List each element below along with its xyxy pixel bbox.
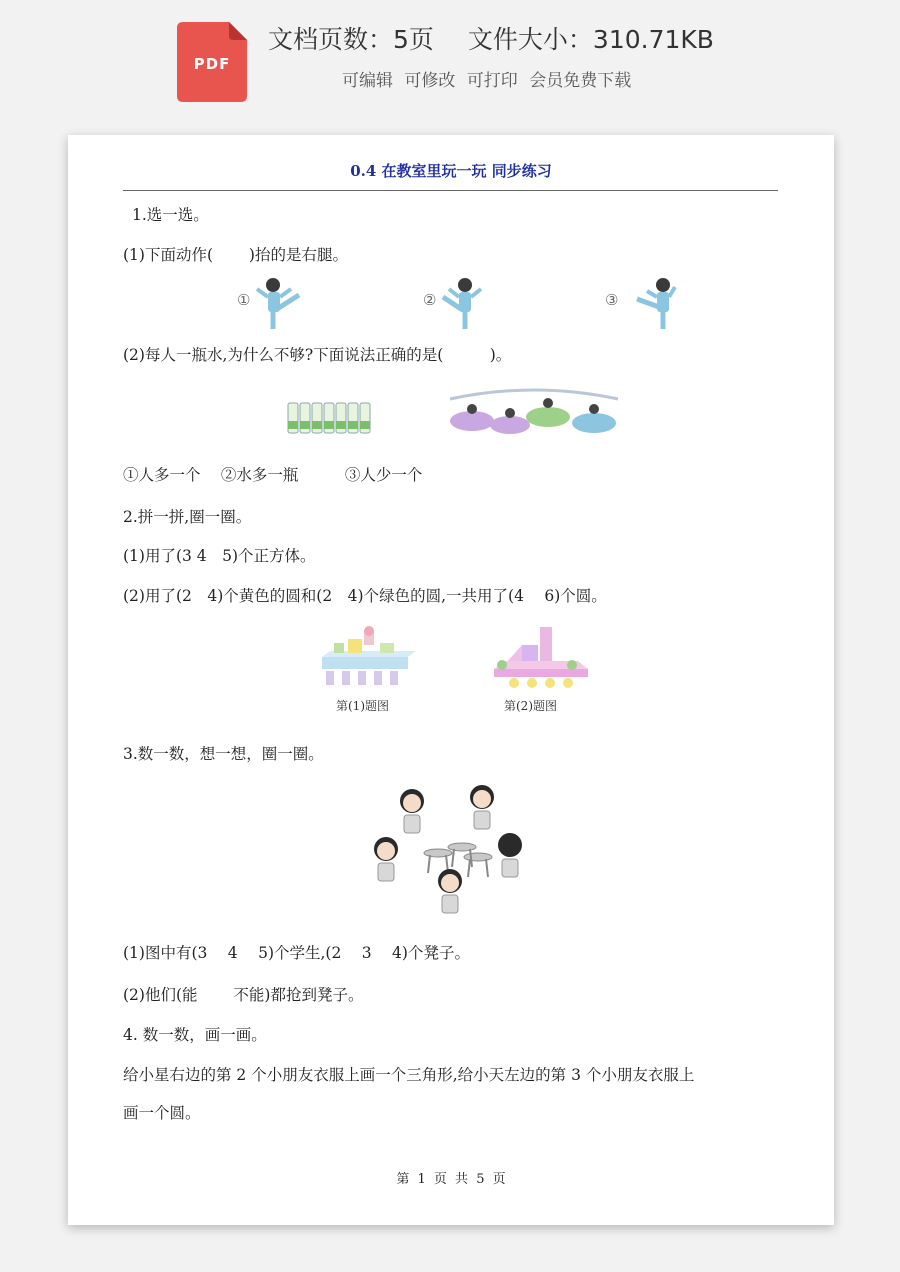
feature-list: 可编辑 可修改 可打印 会员免费下载 [342, 71, 632, 91]
option-marker: ① [237, 291, 251, 309]
children-stools-image [366, 783, 536, 925]
question-3-2: (2)他们(能 不能)都抢到凳子。 [123, 986, 364, 1004]
pdf-label: PDF [193, 55, 231, 73]
question-2-2: (2)用了(2 4)个黄色的圆和(2 4)个绿色的圆,一共用了(4 6)个圆。 [123, 587, 607, 605]
question-1-1: (1)下面动作( )抬的是右腿。 [123, 246, 348, 264]
question-2-heading: 2.拼一拼,圈一圈。 [123, 508, 252, 526]
header [0, 0, 900, 118]
page-footer: 第 1 页 共 5 页 [396, 1172, 506, 1187]
bumper-cars-image [448, 385, 620, 437]
file-info [268, 20, 714, 56]
title-divider [123, 190, 778, 191]
figure-caption-2: 第(2)题图 [504, 699, 557, 713]
question-1-2-options: ①人多一个 ②水多一瓶 ③人少一个 [123, 466, 423, 484]
question-4-heading: 4. 数一数，画一画。 [123, 1026, 267, 1044]
kick-pose-image [623, 275, 683, 331]
question-3-heading: 3.数一数，想一想，圈一圈。 [123, 745, 324, 763]
question-2-1: (1)用了(3 4 5)个正方体。 [123, 547, 316, 565]
document-title: 0.4 在教室里玩一玩 同步练习 [350, 162, 552, 180]
figure-caption-1: 第(1)题图 [336, 699, 389, 713]
option-marker: ② [423, 291, 437, 309]
water-bottles-image [286, 395, 376, 435]
kick-pose-image [255, 275, 315, 331]
question-1-2: (2)每人一瓶水,为什么不够?下面说法正确的是( )。 [123, 346, 512, 364]
question-4-text-line-1: 给小星右边的第 2 个小朋友衣服上画一个三角形,给小天左边的第 3 个小朋友衣服上 [123, 1066, 695, 1084]
question-3-1: (1)图中有(3 4 5)个学生,(2 3 4)个凳子。 [123, 944, 470, 962]
question-1-heading: 1.选一选。 [132, 206, 209, 224]
block-vehicle-2-image [492, 625, 590, 687]
question-4-text-line-2: 画一个圆。 [123, 1104, 201, 1122]
pdf-file-icon [177, 22, 247, 102]
block-vehicle-1-image [320, 627, 420, 687]
kick-pose-figures [233, 275, 713, 331]
file-size: 文件大小：310.71KB [467, 25, 714, 54]
kick-pose-image [441, 275, 501, 331]
page-count: 文档页数：5页 [268, 25, 434, 54]
document-page [68, 135, 834, 1225]
option-marker: ③ [605, 291, 619, 309]
